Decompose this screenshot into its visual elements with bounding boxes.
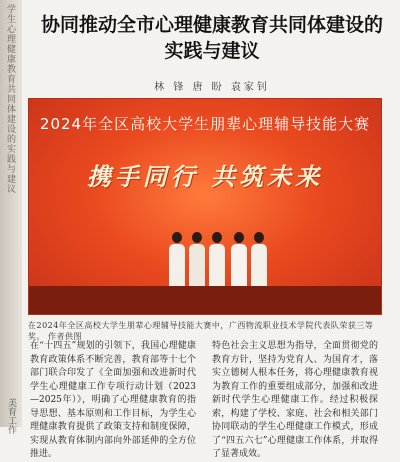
event-photo xyxy=(28,98,382,315)
banner-title: 2024年全区高校大学生朋辈心理辅导技能大赛 xyxy=(39,115,371,133)
banner-slogan: 携手同行 共筑未来 xyxy=(86,162,324,191)
article-authors: 林 锋 唐 盼 袁家钊 xyxy=(154,82,270,93)
section-footer: 美育工作 xyxy=(6,398,16,434)
title-line-2: 实践与建议 xyxy=(164,40,260,62)
side-strip xyxy=(0,0,22,434)
body-column-right: 特色社会主义思想为指导，全面贯彻党的教育方针，坚持为党育人、为国育才，落实立德树人根本任务，将心理健康教育视为教育工作的重要组成部分，加强和改进新时代学生心理健康工作。经过积极探索，构建了学校、家庭、社会和相关部门协同联动的学生心理健康工作模式，形成了“四五六七”心理健康工作体系，并取得了显著成效。 xyxy=(212,341,378,459)
running-header: 学生心理健康教育共同体建设的实践与建议 xyxy=(5,4,15,194)
article-title xyxy=(24,12,400,64)
photo-caption: 在2024年全区高校大学生朋辈心理辅导技能大赛中，广西物流职业技术学院代表队荣获三等奖。 作者供图 xyxy=(28,321,374,341)
body-column-left: 在“十四五”规划的引领下，我国心理健康教育政策体系不断完善，教育部等十七个部门联合印发了《全面加强和改进新时代学生心理健康工作专项行动计划（2023—2025年）》，明确了心理健康教育的指导思想、基本原则和工作目标，为学生心理健康教育提供了政策支持和制度保障，实现从教育体制内部向外部延伸的全方位推进。 xyxy=(30,341,196,459)
stage-floor xyxy=(29,286,381,314)
title-line-1: 协同推动全市心理健康教育共同体建设的 xyxy=(40,14,383,36)
